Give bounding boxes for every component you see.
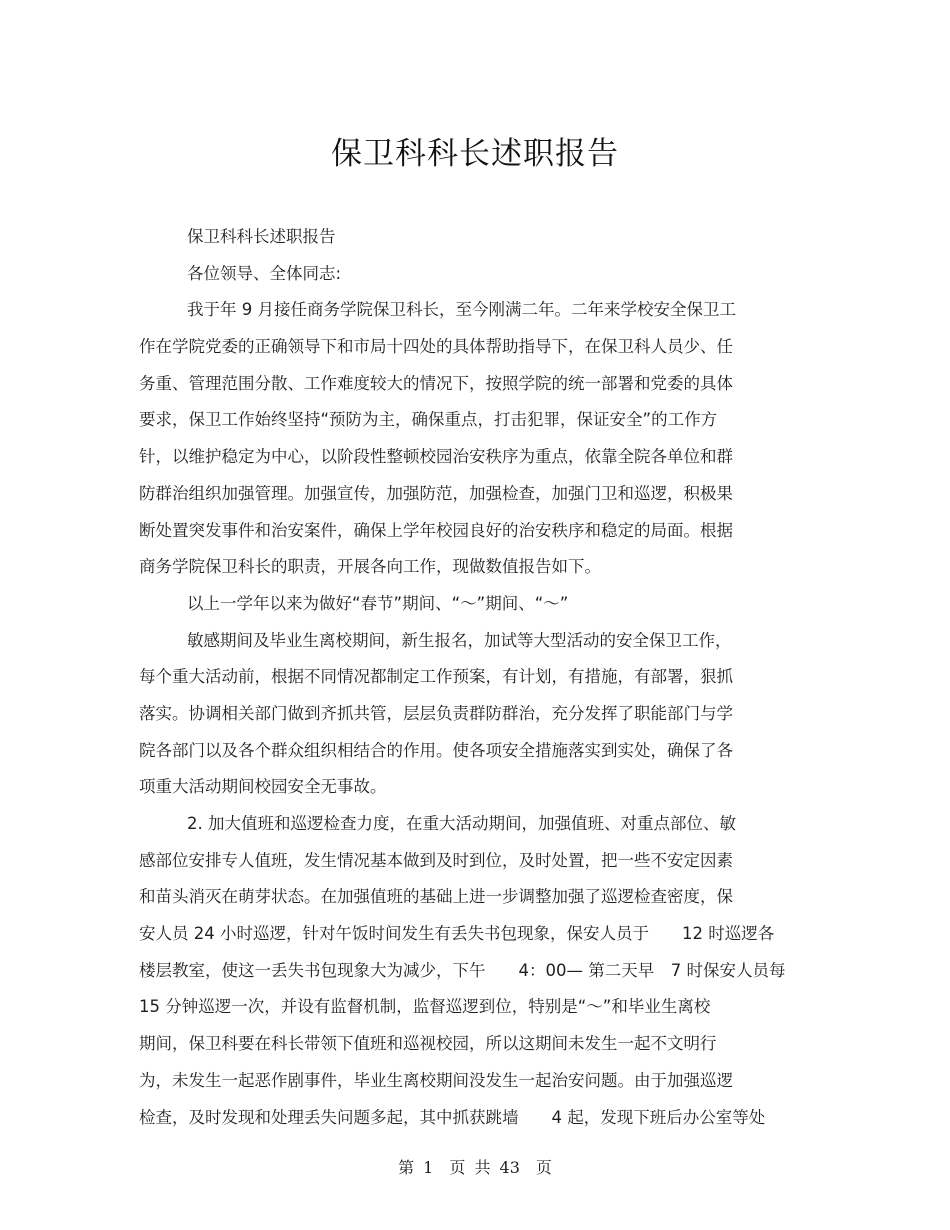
paragraph-line: 作在学院党委的正确领导下和市局十四处的具体帮助指导下，在保卫科人员少、任: [139, 337, 733, 357]
paragraph-line: 每个重大活动前，根据不同情况都制定工作预案，有计划，有措施，有部署，狠抓: [139, 667, 733, 687]
paragraph-line: 检查，及时发现和处理丢失问题多起，其中抓获跳墙 4 起，发现下班后办公室等处: [139, 1107, 766, 1127]
paragraph-line: 院各部门以及各个群众组织相结合的作用。使各项安全措施落实到实处，确保了各: [139, 740, 733, 760]
paragraph-line: 防群治组织加强管理。加强宣传，加强防范，加强检查，加强门卫和巡逻，积极果: [139, 483, 733, 503]
paragraph-line: 要求，保卫工作始终坚持“预防为主，确保重点，打击犯罪，保证安全”的工作方: [139, 410, 718, 430]
paragraph-line: 楼层教室，使这一丢失书包现象大为减少，下午 4：00— 第二天早 7 时保安人员每: [139, 960, 786, 980]
paragraph-line: 断处置突发事件和治安案件，确保上学年校园良好的治安秩序和稳定的局面。根据: [139, 520, 733, 540]
paragraph-line: 为，未发生一起恶作剧事件，毕业生离校期间没发生一起治安问题。由于加强巡逻: [139, 1070, 733, 1090]
paragraph-line: 2. 加大值班和巡逻检查力度，在重大活动期间，加强值班、对重点部位、敏: [187, 814, 736, 833]
paragraph-line: 我于年 9 月接任商务学院保卫科长，至今刚满二年。二年来学校安全保卫工: [187, 300, 736, 320]
paragraph-line: 项重大活动期间校园安全无事故。: [139, 777, 387, 797]
paragraph-line: 期间，保卫科要在科长带领下值班和巡视校园，所以这期间未发生一起不文明行: [139, 1034, 717, 1054]
paragraph-line: 以上一学年以来为做好“春节”期间、“～”期间、“～”: [187, 593, 569, 613]
paragraph-line: 安人员 24 小时巡逻，针对午饭时间发生有丢失书包现象，保安人员于 12 时巡逻各: [139, 924, 775, 944]
paragraph-line: 商务学院保卫科长的职责，开展各向工作，现做数值报告如下。: [139, 557, 601, 577]
document-body: [139, 225, 819, 1142]
paragraph-line: 15 分钟巡逻一次，并设有监督机制，监督巡逻到位，特别是“～”和毕业生离校: [139, 997, 711, 1017]
paragraph-line: 落实。协调相关部门做到齐抓共管，层层负责群防群治，充分发挥了职能部门与学: [139, 703, 733, 723]
document-title: 保卫科科长述职报告: [331, 136, 619, 172]
paragraph-line: 务重、管理范围分散、工作难度较大的情况下，按照学院的统一部署和党委的具体: [139, 373, 733, 393]
page-footer: 第 1 页 共 43 页: [398, 1158, 552, 1177]
paragraph-line: 和苗头消灭在萌芽状态。在加强值班的基础上进一步调整加强了巡逻检查密度，保: [139, 887, 733, 907]
paragraph-line: 感部位安排专人值班，发生情况基本做到及时到位，及时处置，把一些不安定因素: [139, 850, 733, 870]
paragraph-line: 保卫科科长述职报告: [187, 227, 336, 246]
paragraph-line: 针，以维护稳定为中心，以阶段性整顿校园治安秩序为重点，依靠全院各单位和群: [139, 447, 733, 467]
paragraph-line: 各位领导、全体同志:: [187, 263, 342, 283]
paragraph-line: 敏感期间及毕业生离校期间，新生报名，加试等大型活动的安全保卫工作，: [187, 630, 732, 650]
